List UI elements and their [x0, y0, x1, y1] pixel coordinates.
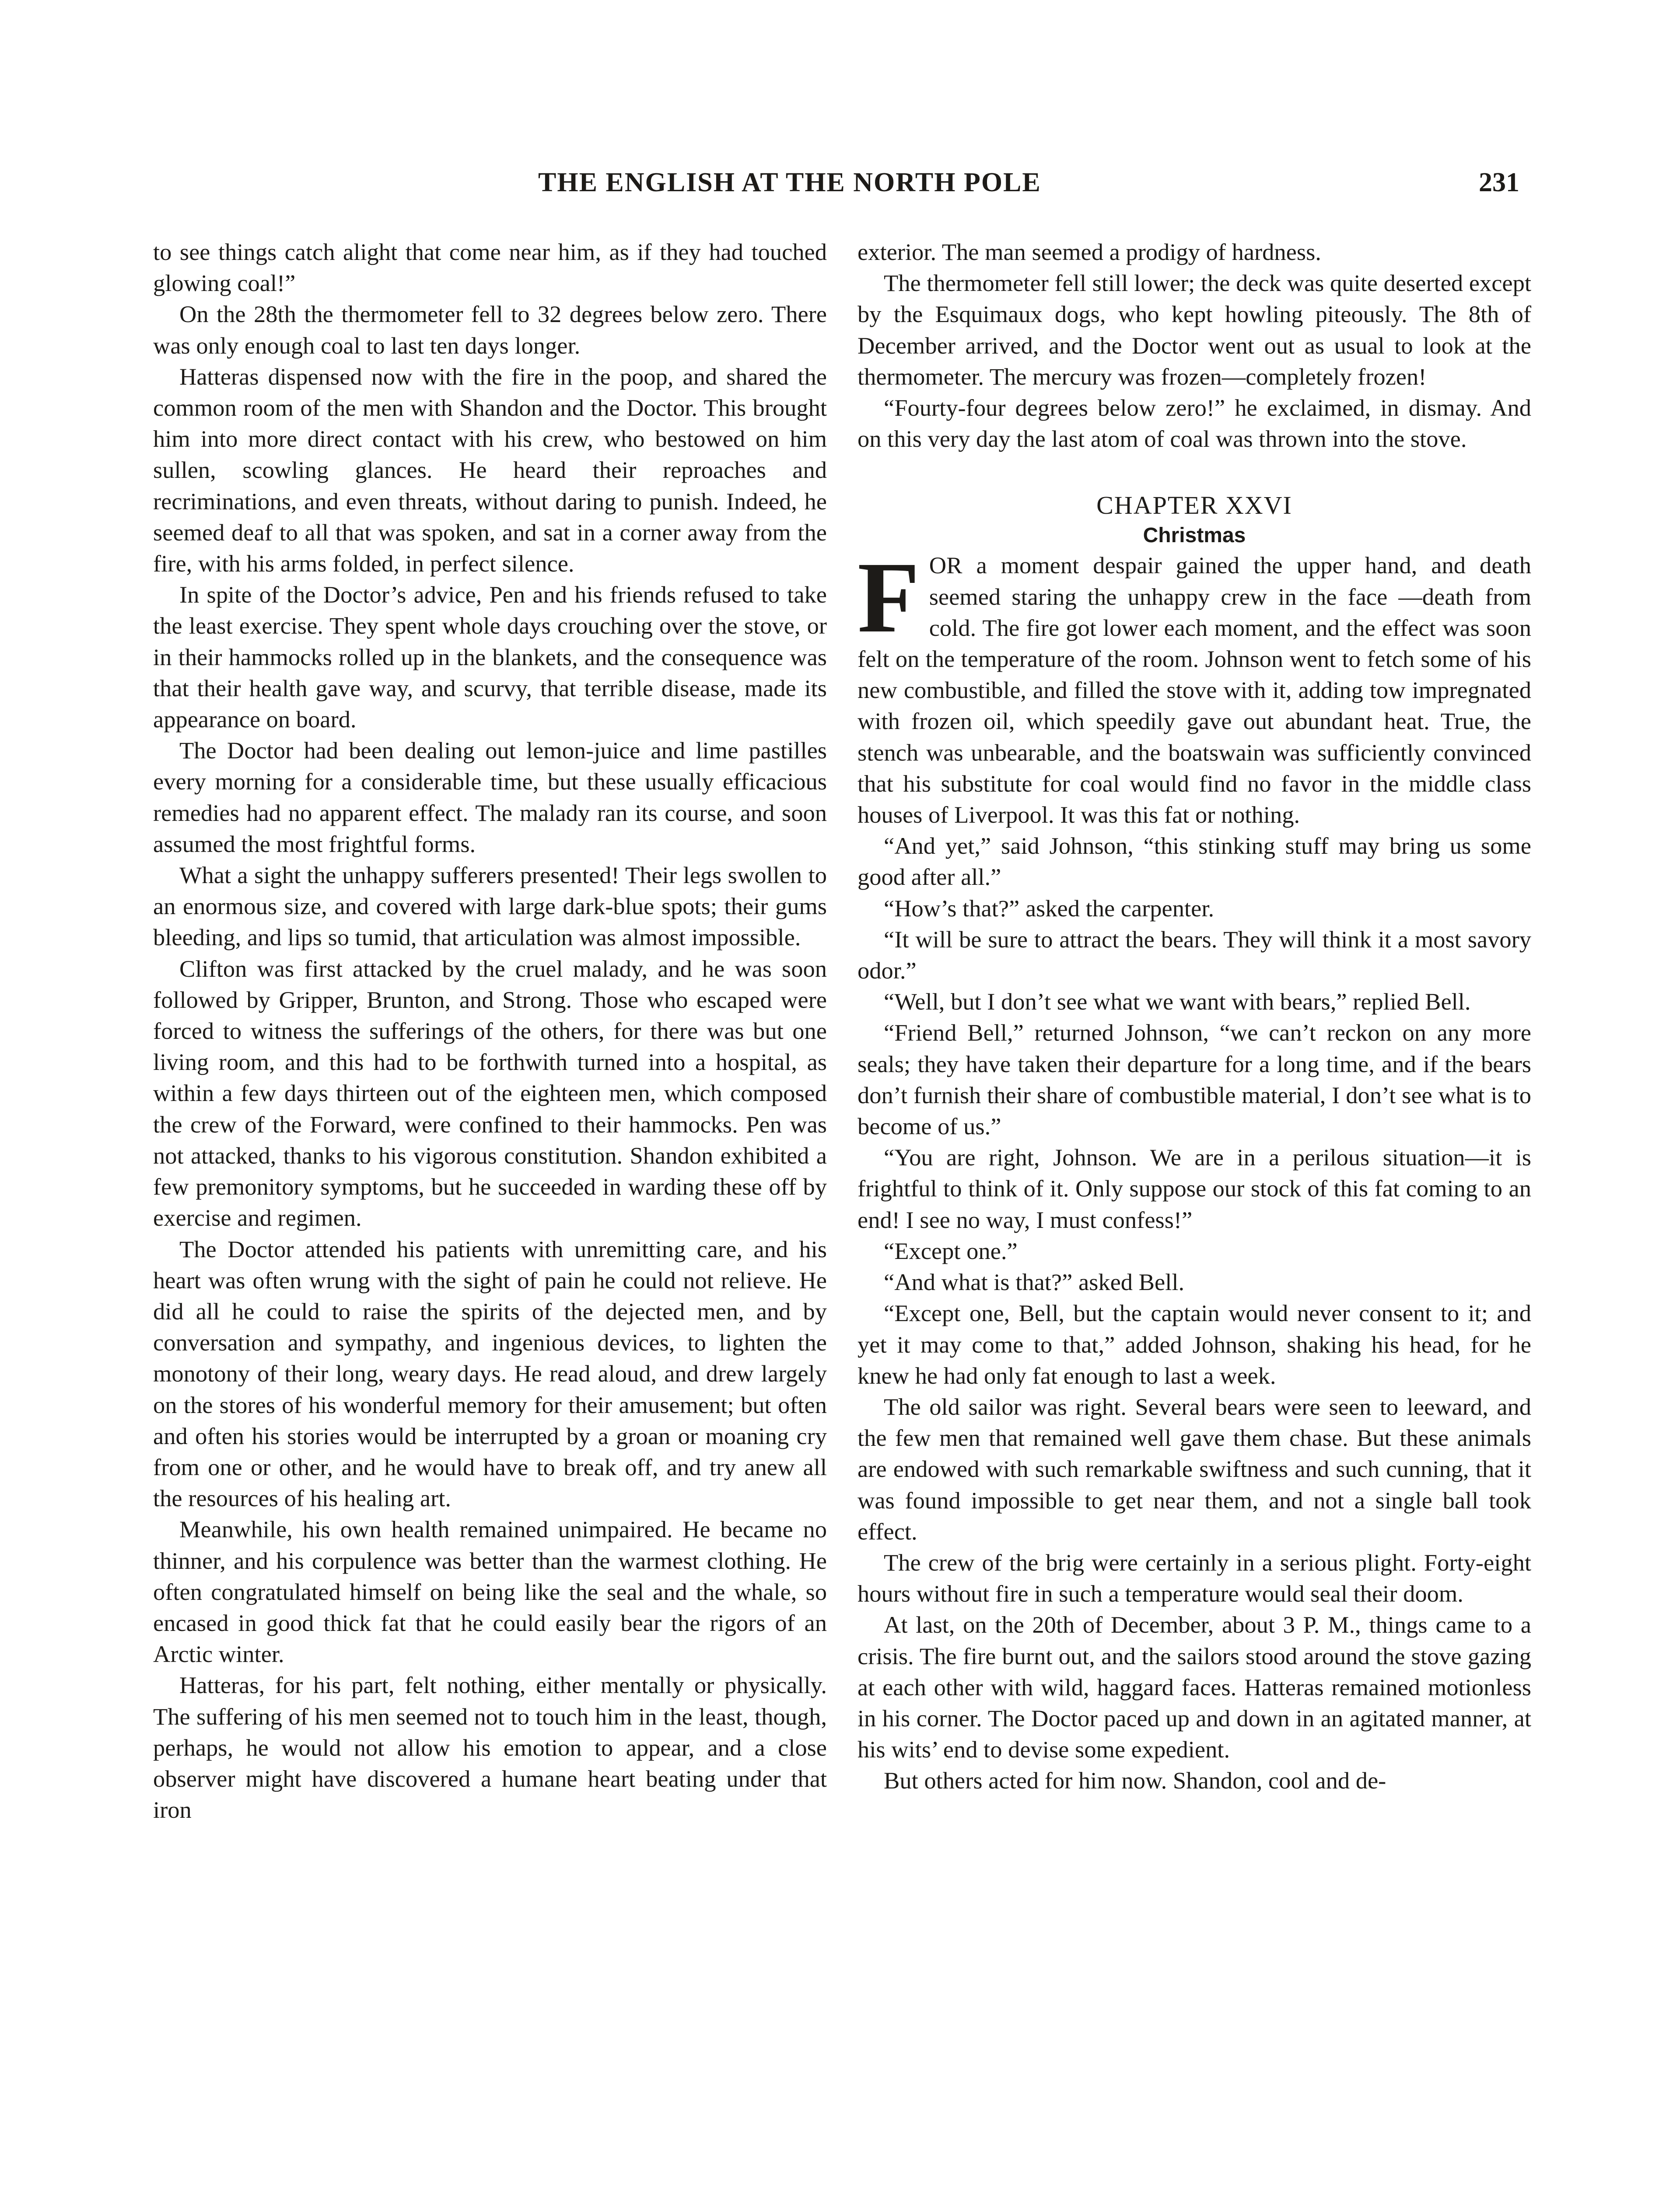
chapter-number: CHAPTER XXVI: [1096, 491, 1292, 520]
paragraph: What a sight the unhappy sufferers presented! Their legs swollen to an enormous size, and covered with large dark-blue spots; their gums bleeding, and lips so tumid, that articulation was almost impossible.: [153, 862, 827, 951]
paragraph: to see things catch alight that come near him, as if they had touched glowing coal!”: [153, 238, 827, 297]
paragraph: “Fourty-four degrees below zero!” he exclaimed, in dismay. And on this very day the last atom of coal was thrown into the stove.: [858, 394, 1531, 452]
paragraph: On the 28th the thermometer fell to 32 degrees below zero. There was only enough coal to last ten days longer.: [153, 301, 827, 359]
paragraph: The old sailor was right. Several bears were seen to leeward, and the few men that remained well gave them chase. But these animals are endowed with such remarkable swiftness and such cunning, that it was found impossible to get near them, and not a single ball took effect.: [858, 1393, 1531, 1545]
paragraph: exterior. The man seemed a prodigy of hardness.: [858, 238, 1321, 265]
chapter-heading: [858, 489, 1531, 550]
paragraph: “And what is that?” asked Bell.: [884, 1269, 1185, 1296]
paragraph: Clifton was first attacked by the cruel malady, and he was soon followed by Gripper, Brunton, and Strong. Those who escaped were forced to witness the sufferings of the others, for there was but one living room, and this had to be forthwith turned into a hospital, as within a few days thirteen out of the eighteen men, which composed the crew of the Forward, were confined to their hammocks. Pen was not attacked, thanks to his vigorous constitution. Shandon exhibited a few premonitory symptoms, but he succeeded in warding these off by exercise and regimen.: [153, 955, 827, 1231]
chapter-title: Christmas: [1143, 524, 1246, 547]
opening-paragraph-text: OR a moment despair gained the upper hand, and death seemed staring the unhappy crew in the face —death from cold. The fire got lower each moment, and the effect was soon felt on the temperature of the room. Johnson went to fetch some of his new combustible, and filled the stove with it, adding tow impregnated with frozen oil, which speedily gave out abundant heat. True, the stench was unbearable, and the boatswain was sufficiently convinced that his substitute for coal would find no favor in the middle class houses of Liverpool. It was this fat or nothing.: [858, 552, 1531, 828]
paragraph: “It will be sure to attract the bears. They will think it a most savory odor.”: [858, 926, 1531, 984]
paragraph: But others acted for him now. Shandon, cool and de-: [884, 1767, 1386, 1794]
paragraph: The Doctor had been dealing out lemon-juice and lime pastilles every morning for a considerable time, but these usually efficacious remedies had no apparent effect. The malady ran its course, and soon assumed the most frightful forms.: [153, 737, 827, 857]
paragraph: The crew of the brig were certainly in a serious plight. Forty-eight hours without fire in such a temperature would seal their doom.: [858, 1549, 1531, 1607]
paragraph: “Friend Bell,” returned Johnson, “we can’t reckon on any more seals; they have taken their departure for a long time, and if the bears don’t furnish their share of combustible material, I don’t see what is to become of us.”: [858, 1019, 1531, 1140]
drop-cap: F: [858, 541, 920, 654]
paragraph: “Well, but I don’t see what we want with bears,” replied Bell.: [884, 988, 1471, 1015]
left-column: [153, 236, 827, 1825]
paragraph: Hatteras dispensed now with the fire in the poop, and shared the common room of the men with Shandon and the Doctor. This brought him into more direct contact with his crew, who bestowed on him sullen, scowling glances. He heard their reproaches and recriminations, and even threats, without daring to punish. Indeed, he seemed deaf to all that was spoken, and sat in a corner away from the fire, with his arms folded, in perfect silence.: [153, 363, 827, 577]
page-number: 231: [1479, 168, 1519, 197]
paragraph: “You are right, Johnson. We are in a perilous situation—it is frightful to think of it. Only suppose our stock of this fat coming to an end! I see no way, I must confess!”: [858, 1144, 1531, 1233]
paragraph: In spite of the Doctor’s advice, Pen and his friends refused to take the least exercise. They spent whole days crouching over the stove, or in their hammocks rolled up in the blankets, and the consequence was that their health gave way, and scurvy, that terrible disease, made its appearance on board.: [153, 581, 827, 733]
right-column: [858, 236, 1531, 1796]
paragraph: Hatteras, for his part, felt nothing, either mentally or physically. The suffering of his men seemed not to touch him in the least, though, perhaps, he would not allow his emotion to appear, and a close observer might have discovered a humane heart beating under that iron: [153, 1672, 827, 1823]
paragraph: The Doctor attended his patients with unremitting care, and his heart was often wrung with the sight of pain he could not relieve. He did all he could to raise the spirits of the dejected men, and by conversation and sympathy, and ingenious devices, to lighten the monotony of their long, weary days. He read aloud, and drew largely on the stores of his wonderful memory for their amusement; but often and often his stories would be interrupted by a groan or moaning cry from one or other, and he would have to break off, and try anew all the resources of his healing art.: [153, 1235, 827, 1512]
running-title: THE ENGLISH AT THE NORTH POLE: [538, 168, 1041, 197]
opening-paragraph: [858, 541, 1531, 830]
paragraph: “How’s that?” asked the carpenter.: [884, 894, 1214, 922]
paragraph: At last, on the 20th of December, about 3 P. M., things came to a crisis. The fire burnt out, and the sailors stood around the stove gazing at each other with wild, haggard faces. Hatteras remained motionless in his corner. The Doctor paced up and down in an agitated manner, at his wits’ end to devise some expedient.: [858, 1611, 1531, 1763]
paragraph: “And yet,” said Johnson, “this stinking stuff may bring us some good after all.”: [858, 832, 1531, 891]
paragraph: Meanwhile, his own health remained unimpaired. He became no thinner, and his corpulence was better than the warmest clothing. He often congratulated himself on being like the seal and the whale, so encased in good thick fat that he could easily bear the rigors of an Arctic winter.: [153, 1516, 827, 1668]
paragraph: “Except one.”: [884, 1237, 1018, 1264]
paragraph: The thermometer fell still lower; the deck was quite deserted except by the Esquimaux dogs, who kept howling piteously. The 8th of December arrived, and the Doctor went out as usual to look at the thermometer. The mercury was frozen—completely frozen!: [858, 270, 1532, 390]
paragraph: “Except one, Bell, but the captain would never consent to it; and yet it may come to that,” added Johnson, shaking his head, for he knew he had only fat enough to last a week.: [858, 1300, 1531, 1389]
